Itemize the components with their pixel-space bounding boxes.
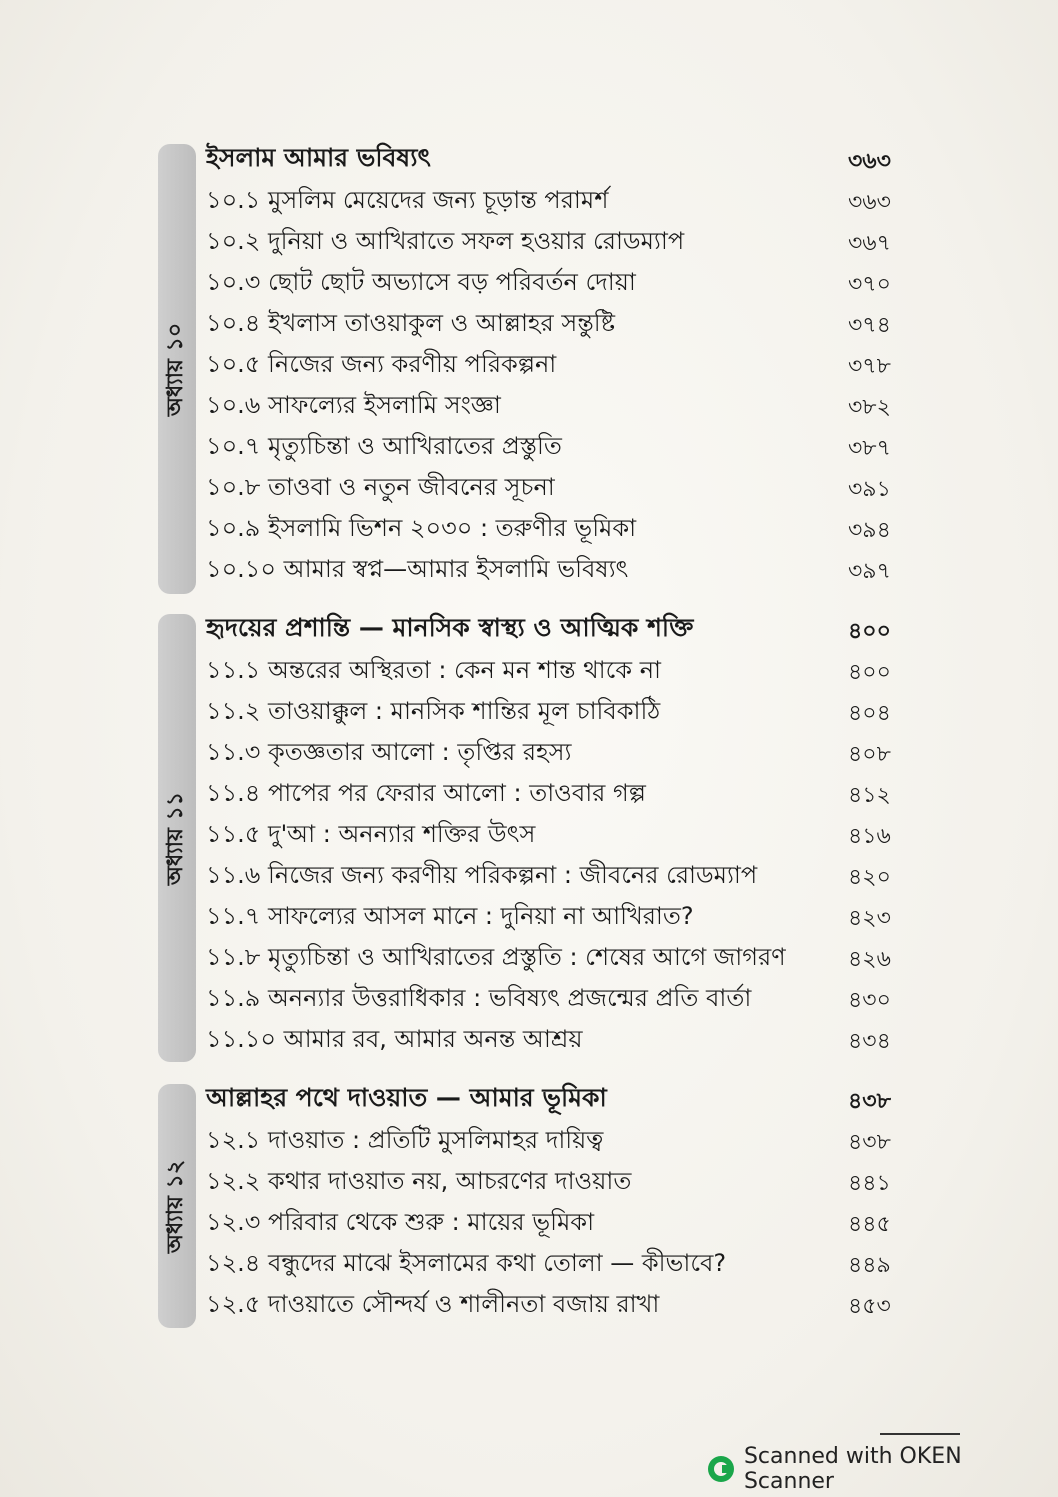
toc-entry-page: ৪২৬	[848, 947, 891, 972]
toc-entry[interactable]	[206, 427, 918, 468]
chapter-10	[158, 140, 918, 600]
toc-entry-title: ১১.৫ দু'আ : অনন্যার শক্তির উৎস	[206, 820, 536, 848]
toc-entry[interactable]	[206, 181, 918, 222]
toc-entry[interactable]	[206, 897, 918, 938]
toc-entry-page: ৩৮৭	[848, 436, 891, 461]
chapter-11-tab	[158, 614, 196, 1062]
chapter-title: ইসলাম আমার ভবিষ্যৎ	[206, 143, 431, 172]
toc-entry-title: ১০.১০ আমার স্বপ্ন—আমার ইসলামি ভবিষ্যৎ	[206, 555, 629, 583]
toc-entry-title: ১১.৬ নিজের জন্য করণীয় পরিকল্পনা : জীবনের রোডম্যাপ	[206, 861, 758, 889]
toc-entry-title: ১১.২ তাওয়াক্কুল : মানসিক শান্তির মূল চাবিকাঠি	[206, 697, 661, 725]
toc-entry-page: ৪৫৩	[848, 1294, 891, 1319]
toc-entry-page: ৪৩৮	[848, 1130, 891, 1155]
toc-entry-page: ৪৪৫	[848, 1212, 891, 1237]
toc-entry[interactable]	[206, 1121, 918, 1162]
toc-entry[interactable]	[206, 979, 918, 1020]
toc-entry-page: ৩৬৩	[848, 190, 891, 215]
toc-entry[interactable]	[206, 468, 918, 509]
toc-entry-title: ১১.১ অন্তরের অস্থিরতা : কেন মন শান্ত থাকে না	[206, 656, 661, 684]
toc-entry-page: ৪৪৯	[848, 1253, 891, 1278]
toc-entry[interactable]	[206, 222, 918, 263]
toc-entry[interactable]	[206, 1285, 918, 1326]
toc-entry[interactable]	[206, 550, 918, 591]
toc-entry[interactable]	[206, 856, 918, 897]
chapter-title: হৃদয়ের প্রশান্তি — মানসিক স্বাস্থ্য ও আত্মিক শক্তি	[206, 613, 694, 642]
toc-entry-title: ১১.৩ কৃতজ্ঞতার আলো : তৃপ্তির রহস্য	[206, 738, 572, 766]
toc-entry-title: ১২.১ দাওয়াত : প্রতিটি মুসলিমাহর দায়িত্ব	[206, 1126, 604, 1154]
toc-entry-page: ৪২০	[848, 865, 891, 890]
scanner-watermark	[708, 1444, 1058, 1494]
toc-entry-page: ৪৩৪	[848, 1029, 891, 1054]
toc-entry-title: ১০.৩ ছোট ছোট অভ্যাসে বড় পরিবর্তন দোয়া	[206, 268, 636, 296]
toc-entry[interactable]	[206, 774, 918, 815]
toc-entry-title: ১০.৮ তাওবা ও নতুন জীবনের সূচনা	[206, 473, 555, 501]
toc-entry-page: ৪০০	[848, 660, 891, 685]
toc-entry-page: ৩৭৮	[848, 354, 891, 379]
toc-entry-page: ৪০৮	[848, 742, 891, 767]
chapter-heading[interactable]	[206, 140, 918, 181]
chapter-12	[158, 1080, 918, 1340]
toc-entry[interactable]	[206, 651, 918, 692]
toc-entry-title: ১০.১ মুসলিম মেয়েদের জন্য চূড়ান্ত পরামর্শ	[206, 186, 609, 214]
toc-entry-page: ৩৮২	[848, 395, 891, 420]
chapter-page: ৪৩৮	[848, 1089, 891, 1114]
toc-entry[interactable]	[206, 1162, 918, 1203]
chapter-page: ৩৬৩	[848, 149, 891, 174]
chapter-10-tab-label: অধ্যায় ১০	[163, 322, 189, 416]
toc-entry[interactable]	[206, 304, 918, 345]
chapter-12-tab	[158, 1084, 196, 1328]
toc-entry-title: ১০.৯ ইসলামি ভিশন ২০৩০ : তরুণীর ভূমিকা	[206, 514, 637, 542]
toc-entry-page: ৪১২	[848, 783, 891, 808]
toc-entry-title: ১০.৭ মৃত্যুচিন্তা ও আখিরাতের প্রস্তুতি	[206, 432, 562, 460]
toc-entry[interactable]	[206, 509, 918, 550]
toc-entry-page: ৩৯৭	[848, 559, 891, 584]
oken-logo-icon	[708, 1456, 734, 1482]
toc-entry-title: ১২.৪ বন্ধুদের মাঝে ইসলামের কথা তোলা — কীভাবে?	[206, 1249, 727, 1277]
toc-entry-title: ১১.৭ সাফল্যের আসল মানে : দুনিয়া না আখিরাত?	[206, 902, 694, 930]
chapter-12-tab-label: অধ্যায় ১২	[163, 1159, 189, 1253]
toc-entry-title: ১০.৬ সাফল্যের ইসলামি সংজ্ঞা	[206, 391, 501, 419]
toc-entry-title: ১১.৯ অনন্যার উত্তরাধিকার : ভবিষ্যৎ প্রজন্মের প্রতি বার্তা	[206, 984, 752, 1012]
toc-entry-title: ১১.৮ মৃত্যুচিন্তা ও আখিরাতের প্রস্তুতি : শেষের আগে জাগরণ	[206, 943, 786, 971]
chapter-heading[interactable]	[206, 1080, 918, 1121]
toc-entry[interactable]	[206, 692, 918, 733]
toc-entry[interactable]	[206, 1203, 918, 1244]
toc-entry-page: ৪২৩	[848, 906, 891, 931]
toc-entry[interactable]	[206, 733, 918, 774]
toc-entry[interactable]	[206, 1244, 918, 1285]
toc-entry[interactable]	[206, 938, 918, 979]
toc-entry[interactable]	[206, 815, 918, 856]
toc-entry-page: ৩৬৭	[848, 231, 891, 256]
divider	[880, 1433, 960, 1435]
toc-entry[interactable]	[206, 1020, 918, 1061]
toc-entry[interactable]	[206, 386, 918, 427]
toc-entry-page: ৪০৪	[848, 701, 891, 726]
toc-entry-title: ১১.৪ পাপের পর ফেরার আলো : তাওবার গল্প	[206, 779, 646, 807]
toc-entry[interactable]	[206, 345, 918, 386]
toc-entry-page: ৪৪১	[848, 1171, 891, 1196]
toc-entry-title: ১০.৪ ইখলাস তাওয়াকুল ও আল্লাহর সন্তুষ্টি	[206, 309, 616, 337]
toc-entry-page: ৩৭০	[848, 272, 891, 297]
chapter-10-tab	[158, 144, 196, 594]
toc-entry-title: ১১.১০ আমার রব, আমার অনন্ত আশ্রয়	[206, 1025, 583, 1053]
toc-entry-title: ১২.৫ দাওয়াতে সৌন্দর্য ও শালীনতা বজায় রাখা	[206, 1290, 660, 1318]
toc-entry-title: ১২.৩ পরিবার থেকে শুরু : মায়ের ভূমিকা	[206, 1208, 595, 1236]
toc-entry-title: ১২.২ কথার দাওয়াত নয়, আচরণের দাওয়াত	[206, 1167, 632, 1195]
toc-entry-page: ৪৩০	[848, 988, 891, 1013]
toc-entry-title: ১০.২ দুনিয়া ও আখিরাতে সফল হওয়ার রোডম্যাপ	[206, 227, 685, 255]
chapter-11-tab-label: অধ্যায় ১১	[163, 791, 189, 885]
toc-entry-page: ৩৯১	[848, 477, 891, 502]
chapter-page: ৪০০	[848, 619, 891, 644]
toc-entry-page: ৪১৬	[848, 824, 891, 849]
toc-entry-page: ৩৯৪	[848, 518, 891, 543]
watermark-text: Scanned with OKEN Scanner	[743, 1444, 962, 1494]
toc-entry[interactable]	[206, 263, 918, 304]
toc-entry-title: ১০.৫ নিজের জন্য করণীয় পরিকল্পনা	[206, 350, 557, 378]
toc-entry-page: ৩৭৪	[848, 313, 891, 338]
chapter-title: আল্লাহর পথে দাওয়াত — আমার ভূমিকা	[206, 1083, 607, 1112]
chapter-11	[158, 610, 918, 1070]
chapter-heading[interactable]	[206, 610, 918, 651]
